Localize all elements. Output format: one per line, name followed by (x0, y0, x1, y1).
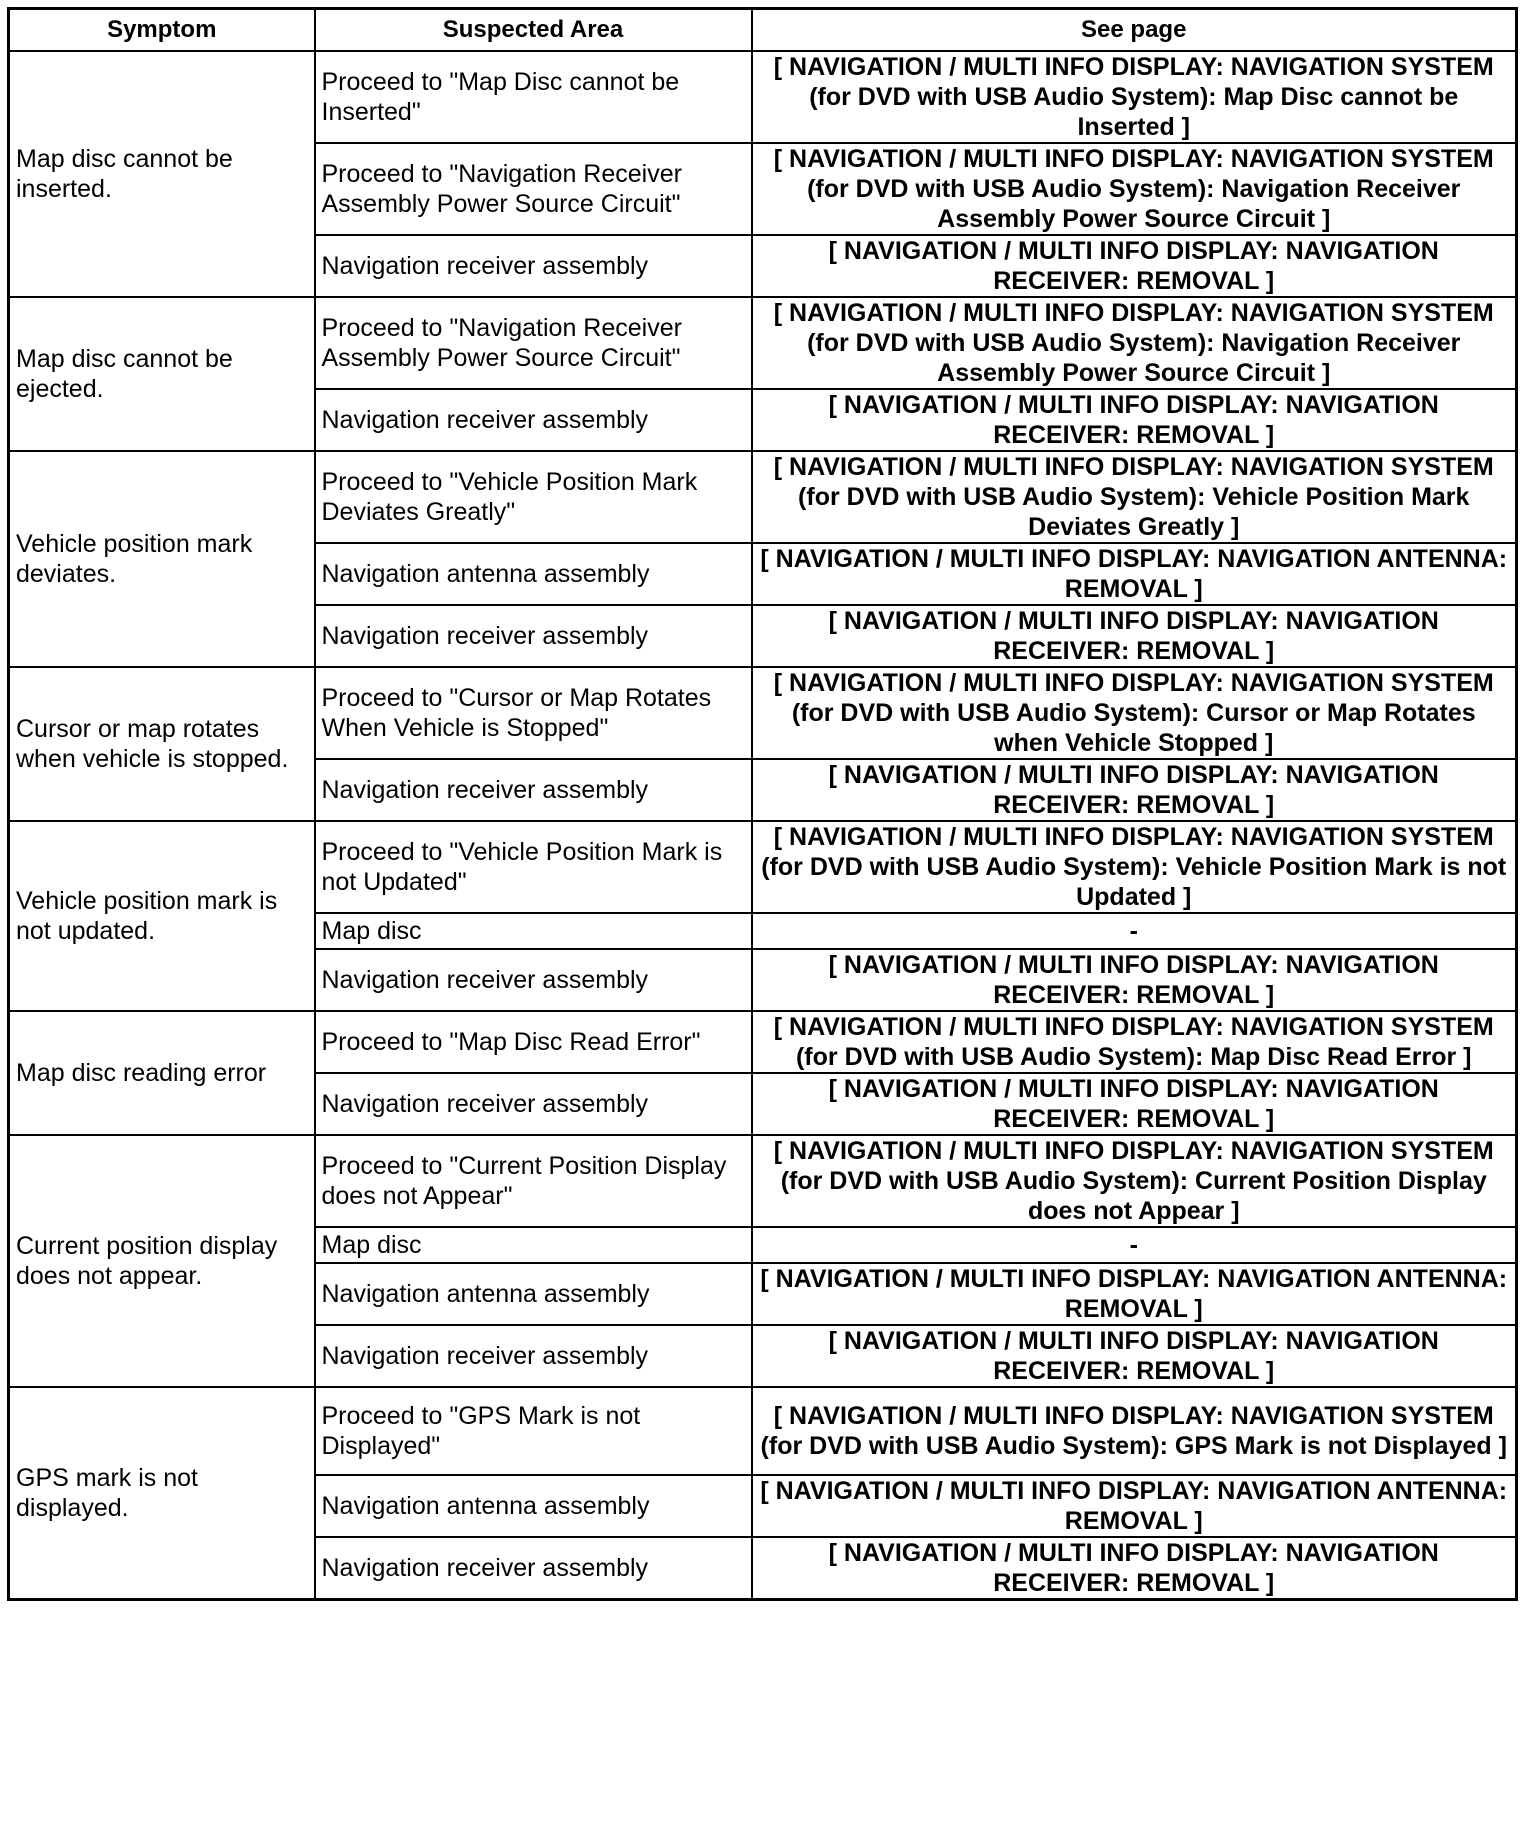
suspected-area-cell: Navigation receiver assembly (315, 759, 752, 821)
suspected-area-cell: Map disc (315, 913, 752, 949)
symptom-cell: Map disc cannot be inserted. (9, 51, 315, 297)
see-page-cell: [ NAVIGATION / MULTI INFO DISPLAY: NAVIGATION SYSTEM (for DVD with USB Audio System): Map Disc Read Error ] (752, 1011, 1517, 1073)
problem-symptoms-table (7, 7, 1518, 1601)
see-page-cell: [ NAVIGATION / MULTI INFO DISPLAY: NAVIGATION RECEIVER: REMOVAL ] (752, 605, 1517, 667)
see-page-cell: [ NAVIGATION / MULTI INFO DISPLAY: NAVIGATION SYSTEM (for DVD with USB Audio System): Navigation Receiver Assembly Power Source Circuit ] (752, 143, 1517, 235)
table-row (9, 821, 1517, 913)
suspected-area-cell: Proceed to "Navigation Receiver Assembly Power Source Circuit" (315, 143, 752, 235)
suspected-area-cell: Navigation receiver assembly (315, 389, 752, 451)
suspected-area-cell: Proceed to "Map Disc Read Error" (315, 1011, 752, 1073)
table-row (9, 1011, 1517, 1073)
symptom-cell: Vehicle position mark is not updated. (9, 821, 315, 1011)
table-row (9, 1387, 1517, 1475)
table-row (9, 51, 1517, 143)
see-page-cell: [ NAVIGATION / MULTI INFO DISPLAY: NAVIGATION RECEIVER: REMOVAL ] (752, 1073, 1517, 1135)
suspected-area-cell: Navigation receiver assembly (315, 1073, 752, 1135)
see-page-cell: [ NAVIGATION / MULTI INFO DISPLAY: NAVIGATION SYSTEM (for DVD with USB Audio System): Map Disc cannot be Inserted ] (752, 51, 1517, 143)
see-page-cell: [ NAVIGATION / MULTI INFO DISPLAY: NAVIGATION RECEIVER: REMOVAL ] (752, 949, 1517, 1011)
see-page-cell: [ NAVIGATION / MULTI INFO DISPLAY: NAVIGATION SYSTEM (for DVD with USB Audio System): GPS Mark is not Displayed ] (752, 1387, 1517, 1475)
suspected-area-cell: Proceed to "Vehicle Position Mark is not Updated" (315, 821, 752, 913)
symptom-cell: Cursor or map rotates when vehicle is stopped. (9, 667, 315, 821)
suspected-area-cell: Navigation receiver assembly (315, 1537, 752, 1600)
suspected-area-cell: Navigation antenna assembly (315, 1263, 752, 1325)
suspected-area-cell: Navigation receiver assembly (315, 1325, 752, 1387)
see-page-cell: [ NAVIGATION / MULTI INFO DISPLAY: NAVIGATION SYSTEM (for DVD with USB Audio System): Vehicle Position Mark Deviates Greatly ] (752, 451, 1517, 543)
see-page-cell: [ NAVIGATION / MULTI INFO DISPLAY: NAVIGATION RECEIVER: REMOVAL ] (752, 1537, 1517, 1600)
symptom-cell: Map disc reading error (9, 1011, 315, 1135)
see-page-cell: [ NAVIGATION / MULTI INFO DISPLAY: NAVIGATION RECEIVER: REMOVAL ] (752, 235, 1517, 297)
suspected-area-cell: Navigation receiver assembly (315, 949, 752, 1011)
header-symptom: Symptom (9, 9, 315, 51)
suspected-area-cell: Proceed to "GPS Mark is not Displayed" (315, 1387, 752, 1475)
see-page-cell: [ NAVIGATION / MULTI INFO DISPLAY: NAVIGATION SYSTEM (for DVD with USB Audio System): Vehicle Position Mark is not Updated ] (752, 821, 1517, 913)
see-page-cell: - (752, 913, 1517, 949)
table-row (9, 1135, 1517, 1227)
table-row (9, 451, 1517, 543)
see-page-cell: [ NAVIGATION / MULTI INFO DISPLAY: NAVIGATION RECEIVER: REMOVAL ] (752, 759, 1517, 821)
table-body (9, 51, 1517, 1600)
suspected-area-cell: Proceed to "Navigation Receiver Assembly Power Source Circuit" (315, 297, 752, 389)
table-row (9, 667, 1517, 759)
see-page-cell: [ NAVIGATION / MULTI INFO DISPLAY: NAVIGATION SYSTEM (for DVD with USB Audio System): Cursor or Map Rotates when Vehicle Stopped ] (752, 667, 1517, 759)
see-page-cell: [ NAVIGATION / MULTI INFO DISPLAY: NAVIGATION RECEIVER: REMOVAL ] (752, 1325, 1517, 1387)
see-page-cell: [ NAVIGATION / MULTI INFO DISPLAY: NAVIGATION ANTENNA: REMOVAL ] (752, 543, 1517, 605)
suspected-area-cell: Proceed to "Vehicle Position Mark Deviates Greatly" (315, 451, 752, 543)
suspected-area-cell: Navigation receiver assembly (315, 235, 752, 297)
suspected-area-cell: Proceed to "Cursor or Map Rotates When Vehicle is Stopped" (315, 667, 752, 759)
suspected-area-cell: Navigation antenna assembly (315, 543, 752, 605)
symptom-cell: Current position display does not appear. (9, 1135, 315, 1387)
header-see-page: See page (752, 9, 1517, 51)
symptom-cell: Vehicle position mark deviates. (9, 451, 315, 667)
problem-symptoms-table-container (7, 7, 1518, 1601)
see-page-cell: [ NAVIGATION / MULTI INFO DISPLAY: NAVIGATION SYSTEM (for DVD with USB Audio System): Current Position Display does not Appear ] (752, 1135, 1517, 1227)
header-row (9, 9, 1517, 51)
see-page-cell: [ NAVIGATION / MULTI INFO DISPLAY: NAVIGATION RECEIVER: REMOVAL ] (752, 389, 1517, 451)
table-row (9, 297, 1517, 389)
suspected-area-cell: Proceed to "Current Position Display does not Appear" (315, 1135, 752, 1227)
suspected-area-cell: Navigation antenna assembly (315, 1475, 752, 1537)
suspected-area-cell: Navigation receiver assembly (315, 605, 752, 667)
see-page-cell: [ NAVIGATION / MULTI INFO DISPLAY: NAVIGATION ANTENNA: REMOVAL ] (752, 1263, 1517, 1325)
suspected-area-cell: Proceed to "Map Disc cannot be Inserted" (315, 51, 752, 143)
symptom-cell: GPS mark is not displayed. (9, 1387, 315, 1600)
suspected-area-cell: Map disc (315, 1227, 752, 1263)
header-suspected-area: Suspected Area (315, 9, 752, 51)
see-page-cell: - (752, 1227, 1517, 1263)
see-page-cell: [ NAVIGATION / MULTI INFO DISPLAY: NAVIGATION SYSTEM (for DVD with USB Audio System): Navigation Receiver Assembly Power Source Circuit ] (752, 297, 1517, 389)
symptom-cell: Map disc cannot be ejected. (9, 297, 315, 451)
see-page-cell: [ NAVIGATION / MULTI INFO DISPLAY: NAVIGATION ANTENNA: REMOVAL ] (752, 1475, 1517, 1537)
